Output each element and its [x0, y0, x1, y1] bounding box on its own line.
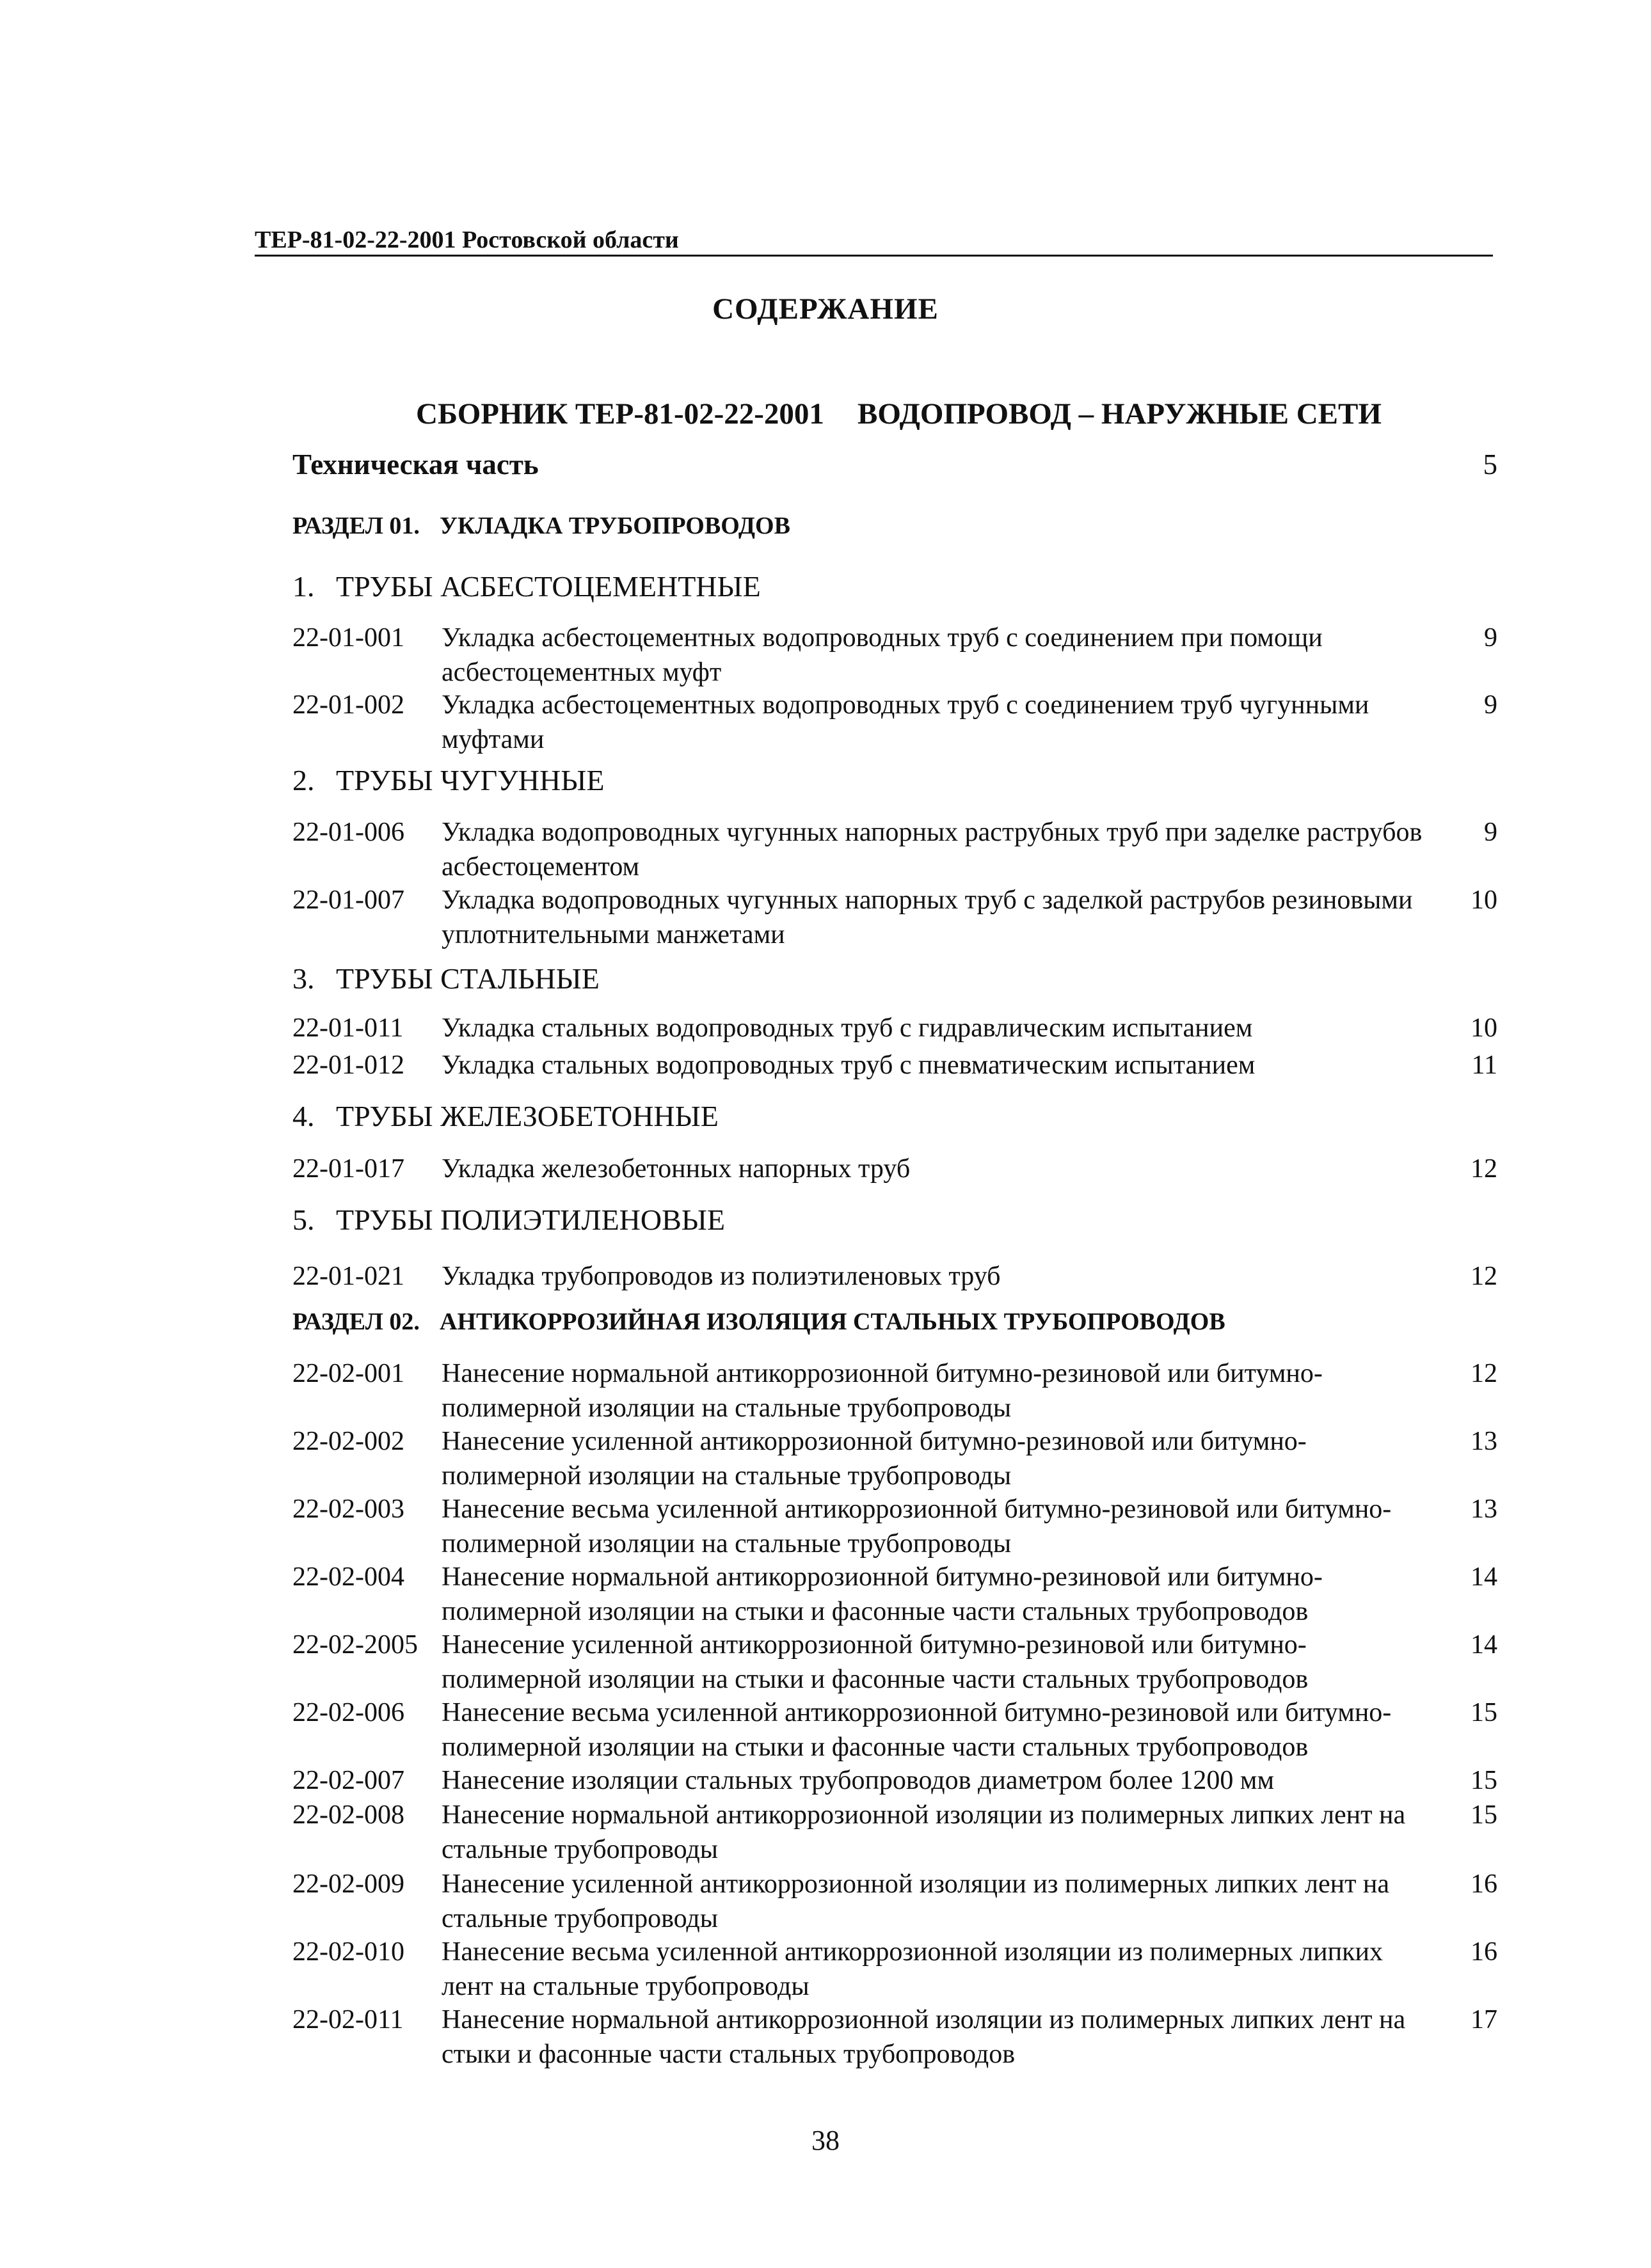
entry-text: Укладка водопроводных чугунных напорных раструбных труб при заделке раструбов асбестоцементом	[442, 818, 1423, 882]
group-title: ТРУБЫ ЖЕЛЕЗОБЕТОННЫЕ	[336, 1100, 719, 1132]
entry-code: 22-02-006	[292, 1698, 404, 1727]
entry-page: 17	[1471, 2005, 1497, 2034]
entry-code: 22-02-011	[292, 2005, 404, 2034]
section-title: АНТИКОРРОЗИЙНАЯ ИЗОЛЯЦИЯ СТАЛЬНЫХ ТРУБОПРОВОДОВ	[440, 1308, 1225, 1335]
entry-code: 22-02-008	[292, 1800, 404, 1830]
entry-text: Укладка асбестоцементных водопроводных труб с соединением при помощи асбестоцементных муфт	[442, 623, 1323, 687]
group-title: ТРУБЫ ПОЛИЭТИЛЕНОВЫЕ	[336, 1203, 726, 1236]
page-title: СОДЕРЖАНИЕ	[712, 292, 939, 326]
entry-text: Нанесение весьма усиленной антикоррозионной битумно-резиновой или битумно-полимерной изоляции на стальные трубопроводы	[442, 1495, 1392, 1558]
entry-page: 15	[1471, 1800, 1497, 1830]
entry-code: 22-01-017	[292, 1154, 404, 1184]
entry-page: 14	[1471, 1562, 1497, 1592]
entry-page: 16	[1471, 1869, 1497, 1899]
entry-code: 22-02-2005	[292, 1630, 418, 1660]
entry-code: 22-02-002	[292, 1427, 404, 1456]
entry-code: 22-02-010	[292, 1937, 404, 1967]
entry-text: Нанесение нормальной антикоррозионной битумно-резиновой или битумно-полимерной изоляции на стальные трубопроводы	[442, 1359, 1323, 1423]
entry-code: 22-02-009	[292, 1869, 404, 1899]
entry-text: Нанесение нормальной антикоррозионной битумно-резиновой или битумно-полимерной изоляции на стыки и фасонные части стальных трубопроводов	[442, 1562, 1323, 1626]
entry-text: Нанесение усиленной антикоррозионной битумно-резиновой или битумно-полимерной изоляции на стыки и фасонные части стальных трубопроводов	[442, 1630, 1309, 1694]
entry-code: 22-01-007	[292, 885, 404, 915]
entry-page: 10	[1471, 885, 1497, 915]
entry-code: 22-02-003	[292, 1495, 404, 1524]
group-number: 4.	[292, 1100, 315, 1132]
entry-page: 9	[1484, 690, 1497, 720]
group-heading-3	[292, 962, 600, 995]
page-header	[255, 225, 1493, 257]
entry-text: Нанесение усиленной антикоррозионной битумно-резиновой или битумно-полимерной изоляции на стальные трубопроводы	[442, 1427, 1307, 1491]
entry-page: 12	[1471, 1262, 1497, 1291]
entry-text: Нанесение изоляции стальных трубопроводов диаметром более 1200 мм	[442, 1766, 1275, 1795]
technical-part-page: 5	[1483, 448, 1497, 480]
entry-page: 15	[1471, 1766, 1497, 1795]
group-number: 2.	[292, 764, 315, 797]
section-number: РАЗДЕЛ 02.	[292, 1308, 420, 1335]
entry-page: 15	[1471, 1698, 1497, 1727]
entry-code: 22-02-004	[292, 1562, 404, 1592]
entry-code: 22-01-001	[292, 623, 404, 653]
running-title: ТЕР-81-02-22-2001 Ростовской области	[255, 226, 679, 253]
group-heading-5	[292, 1203, 725, 1237]
group-number: 5.	[292, 1203, 315, 1236]
entry-page: 13	[1471, 1427, 1497, 1456]
collection-heading	[416, 397, 1504, 431]
entry-code: 22-01-012	[292, 1051, 404, 1080]
group-title: ТРУБЫ СТАЛЬНЫЕ	[336, 962, 600, 995]
section-number: РАЗДЕЛ 01.	[292, 512, 420, 539]
entry-text: Нанесение нормальной антикоррозионной изоляции из полимерных липких лент на стыки и фасонные части стальных трубопроводов	[442, 2005, 1406, 2069]
group-heading-1	[292, 569, 761, 603]
entry-page: 12	[1471, 1359, 1497, 1388]
group-title: ТРУБЫ АСБЕСТОЦЕМЕНТНЫЕ	[336, 570, 761, 603]
entry-code: 22-01-002	[292, 690, 404, 720]
entry-text: Укладка железобетонных напорных труб	[442, 1154, 911, 1184]
entry-code: 22-02-007	[292, 1766, 404, 1795]
entry-text: Нанесение нормальной антикоррозионной изоляции из полимерных липких лент на стальные трубопроводы	[442, 1800, 1406, 1864]
collection-code: СБОРНИК ТЕР-81-02-22-2001	[416, 397, 824, 431]
entry-page: 10	[1471, 1013, 1497, 1043]
entry-text: Нанесение весьма усиленной антикоррозионной битумно-резиновой или битумно-полимерной изоляции на стыки и фасонные части стальных трубопроводов	[442, 1698, 1392, 1762]
group-heading-2	[292, 763, 604, 797]
entry-text: Укладка трубопроводов из полиэтиленовых труб	[442, 1262, 1001, 1291]
group-heading-4	[292, 1099, 719, 1133]
page-number: 38	[811, 2125, 840, 2156]
section-02-heading	[292, 1308, 1225, 1336]
entry-text: Укладка стальных водопроводных труб с пневматическим испытанием	[442, 1051, 1256, 1080]
entry-page: 14	[1471, 1630, 1497, 1660]
group-number: 1.	[292, 570, 315, 603]
collection-name: ВОДОПРОВОД – НАРУЖНЫЕ СЕТИ	[857, 397, 1382, 431]
entry-text: Укладка стальных водопроводных труб с гидравлическим испытанием	[442, 1013, 1253, 1043]
entry-page: 9	[1484, 818, 1497, 847]
entry-page: 16	[1471, 1937, 1497, 1967]
section-title: УКЛАДКА ТРУБОПРОВОДОВ	[440, 512, 790, 539]
entry-code: 22-02-001	[292, 1359, 404, 1388]
entry-text: Нанесение весьма усиленной антикоррозионной изоляции из полимерных липких лент на стальные трубопроводы	[442, 1937, 1384, 2001]
entry-code: 22-01-021	[292, 1262, 404, 1291]
technical-part-label: Техническая часть	[292, 448, 539, 480]
entry-text: Укладка асбестоцементных водопроводных труб с соединением труб чугунными муфтами	[442, 690, 1369, 754]
entry-page: 11	[1471, 1051, 1497, 1080]
entry-page: 9	[1484, 623, 1497, 653]
entry-page: 13	[1471, 1495, 1497, 1524]
entry-code: 22-01-006	[292, 818, 404, 847]
entry-text: Укладка водопроводных чугунных напорных труб с заделкой раструбов резиновыми уплотнительными манжетами	[442, 885, 1413, 949]
section-01-heading	[292, 512, 790, 540]
entry-text: Нанесение усиленной антикоррозионной изоляции из полимерных липких лент на стальные трубопроводы	[442, 1869, 1390, 1933]
entry-page: 12	[1471, 1154, 1497, 1184]
group-number: 3.	[292, 962, 315, 995]
entry-code: 22-01-011	[292, 1013, 404, 1043]
group-title: ТРУБЫ ЧУГУННЫЕ	[336, 764, 605, 797]
